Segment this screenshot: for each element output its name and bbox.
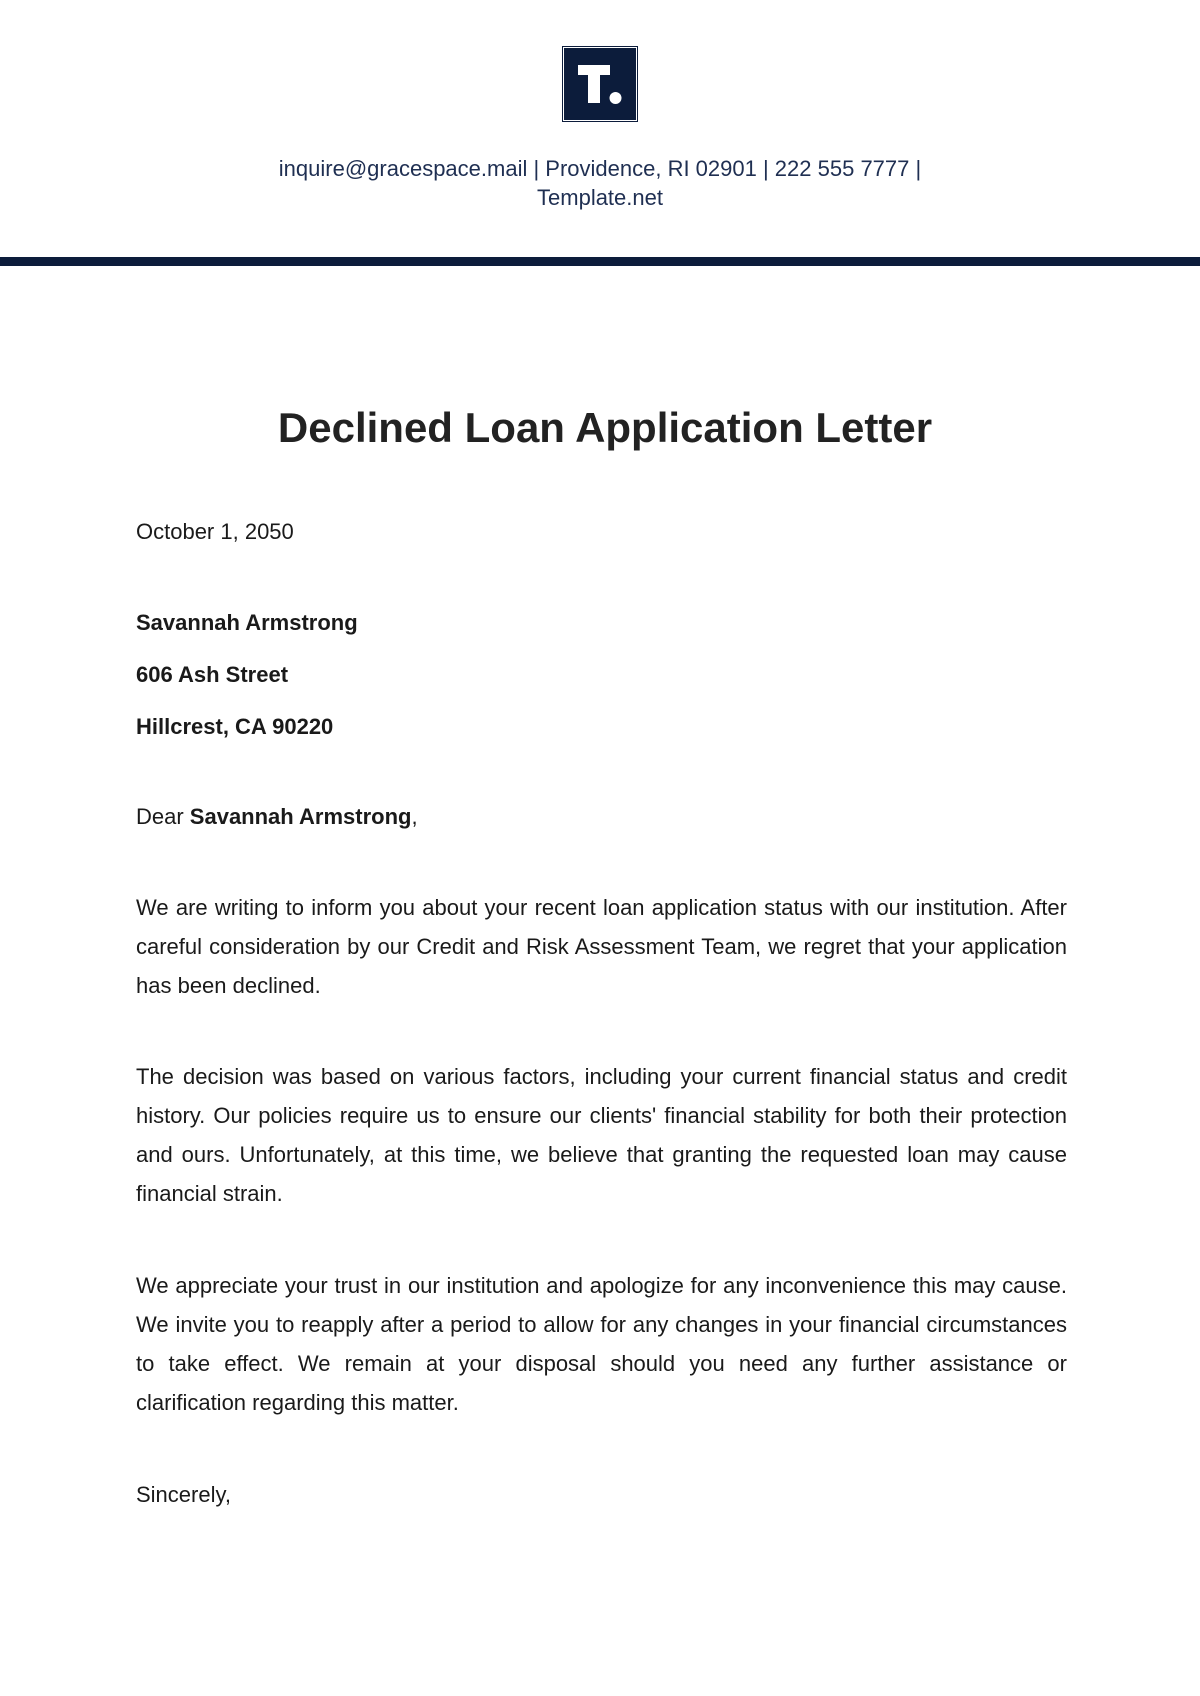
- body-paragraph-1: We are writing to inform you about your recent loan application status with our institution. After careful consideration by our Credit and Risk Assessment Team, we regret that your application has been declined.: [136, 895, 1067, 998]
- recipient-name: Savannah Armstrong: [136, 610, 358, 635]
- salutation-name: Savannah Armstrong: [189, 804, 412, 829]
- letter-title: Declined Loan Application Letter: [277, 404, 933, 451]
- template-net-logo-icon: [564, 48, 636, 120]
- contact-details-line: inquire@gracespace.mail | Providence, RI 02901 | 222 555 7777 |: [278, 156, 922, 181]
- salutation-suffix: ,: [411, 804, 418, 829]
- recipient-street: 606 Ash Street: [136, 662, 289, 687]
- contact-info: [200, 154, 1000, 212]
- salutation: [136, 797, 1067, 836]
- salutation-prefix: Dear: [136, 804, 190, 829]
- recipient-city: Hillcrest, CA 90220: [136, 714, 334, 739]
- website-line: Template.net: [537, 185, 663, 210]
- header-divider: [0, 257, 1200, 266]
- body-paragraph-2: The decision was based on various factors, including your current financial status and credit history. Our policies require us to ensure our clients' financial stability for both their protection and ours. Unfortunately, at this time, we believe that granting the requested loan may cause financial strain.: [136, 1064, 1067, 1206]
- body-paragraph-3: We appreciate your trust in our institution and apologize for any inconvenience this may cause. We invite you to reapply after a period to allow for any changes in your financial circumstances to take effect. We remain at your disposal should you need any further assistance or clarification regarding this matter.: [136, 1273, 1067, 1415]
- letter-date: October 1, 2050: [136, 519, 294, 544]
- closing: Sincerely,: [136, 1482, 231, 1507]
